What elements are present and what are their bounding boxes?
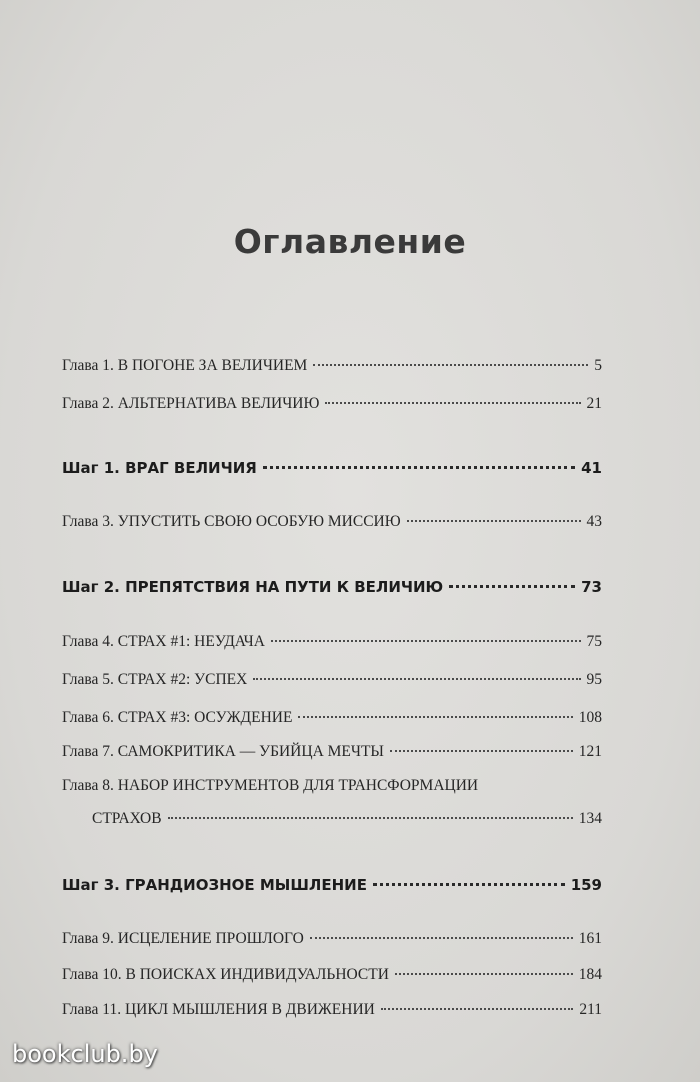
- toc-entry-chapter-8-line1[interactable]: Глава 8. НАБОР ИНСТРУМЕНТОВ ДЛЯ ТРАНСФОРМАЦИИ: [62, 777, 479, 794]
- dot-leader: [253, 678, 580, 680]
- dot-leader: [271, 640, 581, 642]
- toc-entry-label: Шаг 2. ПРЕПЯТСТВИЯ НА ПУТИ К ВЕЛИЧИЮ: [62, 578, 444, 596]
- dot-leader: [407, 520, 581, 522]
- toc-entry-page: 5: [594, 357, 602, 374]
- toc-entry-chapter-5[interactable]: [62, 671, 602, 689]
- toc-entry-page: 211: [579, 1001, 602, 1018]
- toc-entry-page: 161: [578, 930, 602, 947]
- dot-leader: [373, 883, 565, 886]
- toc-entry-page: 41: [581, 459, 602, 477]
- toc-entry-step-2[interactable]: [62, 578, 602, 596]
- toc-entry-label: Шаг 1. ВРАГ ВЕЛИЧИЯ: [62, 459, 257, 477]
- toc-entry-label: Глава 4. СТРАХ #1: НЕУДАЧА: [62, 633, 265, 650]
- toc-entry-step-3[interactable]: [62, 876, 602, 894]
- toc-entry-label: Глава 1. В ПОГОНЕ ЗА ВЕЛИЧИЕМ: [62, 357, 308, 374]
- toc-entry-page: 134: [578, 810, 602, 827]
- toc-entry-chapter-1[interactable]: [62, 357, 602, 375]
- toc-entry-step-1[interactable]: [62, 459, 602, 477]
- toc-entry-page: 95: [586, 671, 602, 688]
- toc-entry-page: 184: [578, 966, 602, 983]
- toc-entry-label: Шаг 3. ГРАНДИОЗНОЕ МЫШЛЕНИЕ: [62, 876, 367, 894]
- toc-entry-chapter-6[interactable]: [62, 709, 602, 727]
- toc-entry-label: Глава 10. В ПОИСКАХ ИНДИВИДУАЛЬНОСТИ: [62, 966, 389, 983]
- toc-entry-label: Глава 2. АЛЬТЕРНАТИВА ВЕЛИЧИЮ: [62, 395, 320, 412]
- toc-entry-chapter-3[interactable]: [62, 513, 602, 531]
- toc-entry-label: Глава 3. УПУСТИТЬ СВОЮ ОСОБУЮ МИССИЮ: [62, 513, 401, 530]
- dot-leader: [390, 750, 573, 752]
- site-watermark: bookclub.by: [12, 1040, 158, 1068]
- toc-entry-chapter-10[interactable]: [62, 966, 602, 984]
- toc-entry-page: 108: [578, 709, 602, 726]
- toc-entry-chapter-11[interactable]: [62, 1001, 602, 1019]
- dot-leader: [325, 402, 580, 404]
- toc-entry-label: Глава 9. ИСЦЕЛЕНИЕ ПРОШЛОГО: [62, 930, 304, 947]
- dot-leader: [263, 466, 575, 469]
- dot-leader: [395, 973, 573, 975]
- dot-leader: [381, 1008, 573, 1010]
- toc-entry-page: 21: [586, 395, 602, 412]
- toc-entry-page: 43: [586, 513, 602, 530]
- toc-entry-label: Глава 6. СТРАХ #3: ОСУЖДЕНИЕ: [62, 709, 293, 726]
- toc-entry-chapter-2[interactable]: [62, 395, 602, 413]
- toc-entry-label: Глава 5. СТРАХ #2: УСПЕХ: [62, 671, 248, 688]
- toc-entry-chapter-8[interactable]: [92, 810, 602, 828]
- dot-leader: [168, 817, 573, 819]
- toc-entry-chapter-4[interactable]: [62, 633, 602, 651]
- dot-leader: [310, 937, 573, 939]
- dot-leader: [449, 585, 575, 588]
- toc-entry-chapter-9[interactable]: [62, 930, 602, 948]
- dot-leader: [298, 716, 572, 718]
- toc-entry-page: 73: [581, 578, 602, 596]
- page-title: Оглавление: [233, 222, 467, 261]
- dot-leader: [313, 364, 588, 366]
- toc-entry-label: Глава 7. САМОКРИТИКА — УБИЙЦА МЕЧТЫ: [62, 743, 384, 760]
- toc-entry-label: СТРАХОВ: [92, 810, 162, 827]
- toc-entry-page: 121: [578, 743, 602, 760]
- toc-entry-page: 75: [586, 633, 602, 650]
- toc-entry-page: 159: [570, 876, 602, 894]
- toc-entry-label: Глава 11. ЦИКЛ МЫШЛЕНИЯ В ДВИЖЕНИИ: [62, 1001, 375, 1018]
- toc-entry-chapter-7[interactable]: [62, 743, 602, 761]
